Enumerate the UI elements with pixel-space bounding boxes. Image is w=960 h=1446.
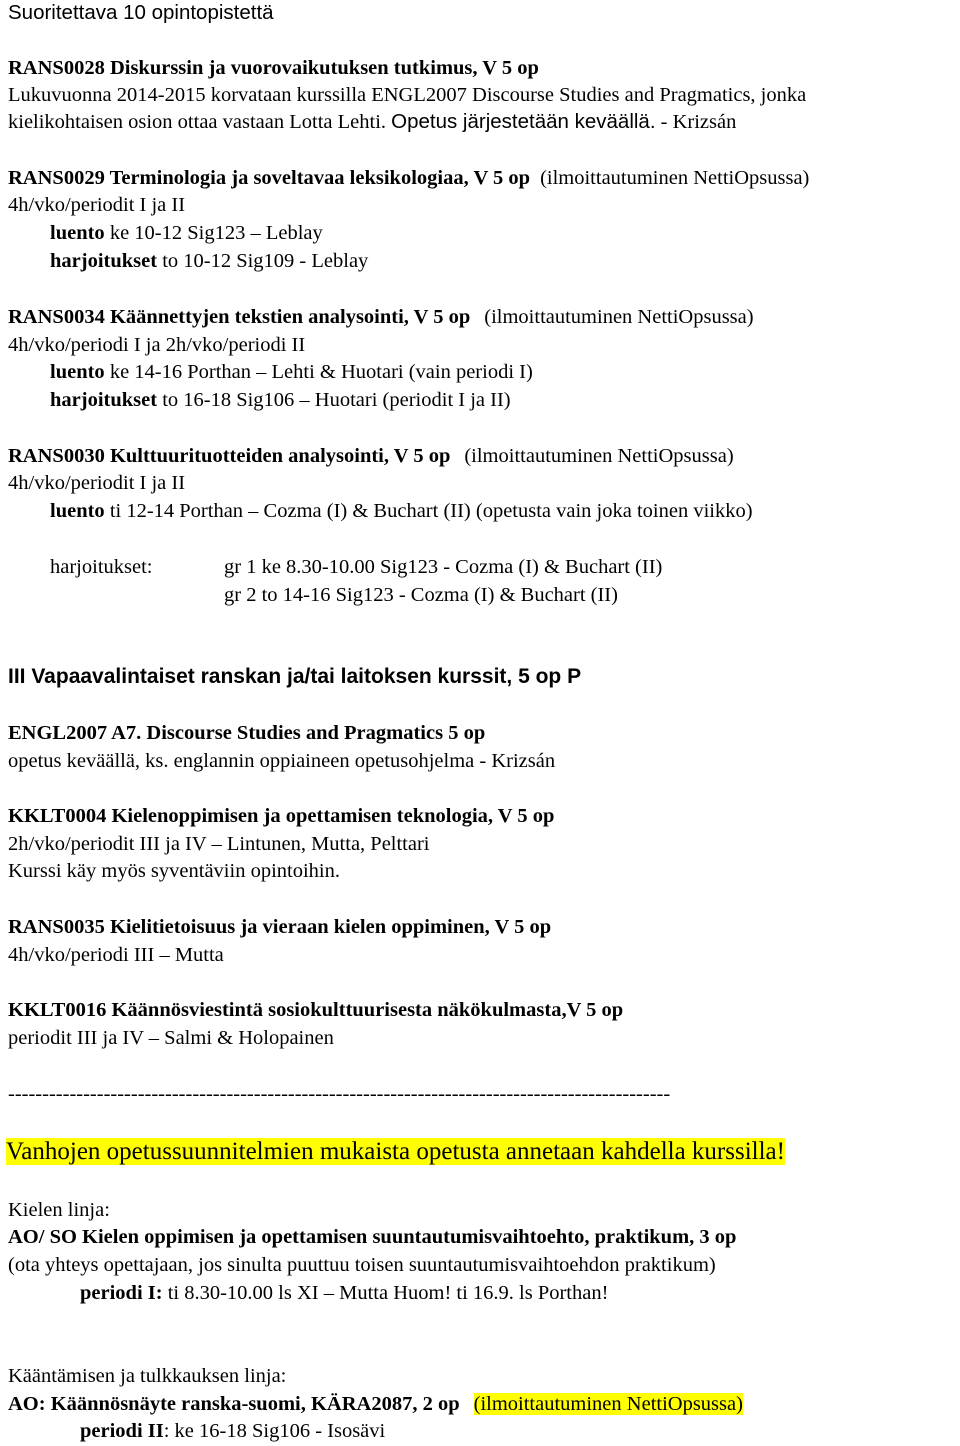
- registration-note: (ilmoittautuminen NettiOpsussa): [464, 445, 734, 467]
- course-heading-rans0029: [8, 165, 809, 191]
- period-label: periodi I:: [80, 1282, 163, 1304]
- section-heading: III Vapaavalintaiset ranskan ja/tai laitoksen kurssit, 5 op P: [8, 665, 582, 688]
- course-hours: 4h/vko/periodi I ja 2h/vko/periodi II: [8, 334, 306, 356]
- course-text: periodit III ja IV – Salmi & Holopainen: [8, 1027, 334, 1049]
- course-heading-rans0030: [8, 443, 734, 469]
- period-label: periodi II: [80, 1420, 164, 1442]
- course-text: Kurssi käy myös syventäviin opintoihin.: [8, 860, 340, 882]
- period-line: [80, 1418, 385, 1444]
- exercise-label: harjoitukset:: [50, 556, 153, 578]
- period-text: ti 8.30-10.00 ls XI – Mutta Huom! ti 16.9. ls Porthan!: [162, 1282, 609, 1304]
- course-hours: 4h/vko/periodit I ja II: [8, 194, 186, 216]
- course-title: RANS0034 Käännettyjen tekstien analysointi, V 5 op: [8, 306, 471, 328]
- registration-note: (ilmoittautuminen NettiOpsussa): [540, 167, 810, 189]
- course-heading-rans0034: [8, 304, 754, 330]
- lecture-label: luento: [50, 222, 105, 244]
- course-title-ao-so: AO/ SO Kielen oppimisen ja opettamisen suuntautumisvaihtoehto, praktikum, 3 op: [8, 1226, 737, 1248]
- lecture-line: [50, 498, 753, 524]
- lecture-line: [50, 220, 323, 246]
- course-text-sans: Opetus järjestetään keväällä.: [391, 110, 656, 133]
- lecture-label: luento: [50, 361, 105, 383]
- course-text-serif: kielikohtaisen osion ottaa vastaan Lotta Lehti.: [8, 111, 392, 133]
- exercise-label: harjoitukset: [50, 389, 158, 411]
- course-title-rans0035: RANS0035 Kielitietoisuus ja vieraan kielen oppiminen, V 5 op: [8, 916, 552, 938]
- lecture-label: luento: [50, 500, 105, 522]
- track-heading: Kääntämisen ja tulkkauksen linja:: [8, 1365, 287, 1387]
- course-text: Lukuvuonna 2014-2015 korvataan kurssilla ENGL2007 Discourse Studies and Pragmatics, jonka: [8, 84, 807, 106]
- course-title-kklt0016: KKLT0016 Käännösviestintä sosiokulttuurisesta näkökulmasta,V 5 op: [8, 999, 624, 1021]
- lecture-text: ke 14-16 Porthan – Lehti & Huotari (vain periodi I): [104, 361, 533, 383]
- course-heading-kara2087: [8, 1391, 743, 1417]
- dashed-divider: -------------------------------------------------------------------------------------------------: [8, 1083, 671, 1105]
- course-title-rans0028: RANS0028 Diskurssin ja vuorovaikutuksen tutkimus, V 5 op: [8, 57, 539, 79]
- lecture-text: ke 10-12 Sig123 – Leblay: [104, 222, 323, 244]
- exercise-text: to 10-12 Sig109 - Leblay: [157, 250, 369, 272]
- period-text: : ke 16-18 Sig106 - Isosävi: [163, 1420, 386, 1442]
- exercise-line: [50, 248, 368, 274]
- lecture-text: ti 12-14 Porthan – Cozma (I) & Buchart (II) (opetusta vain joka toinen viikko): [104, 500, 753, 522]
- course-hours: 4h/vko/periodit I ja II: [8, 472, 186, 494]
- registration-note-highlighted: (ilmoittautuminen NettiOpsussa): [473, 1393, 743, 1415]
- exercise-group-2: gr 2 to 14-16 Sig123 - Cozma (I) & Buchart (II): [224, 584, 618, 606]
- course-text: [8, 109, 736, 135]
- course-title: AO: Käännösnäyte ranska-suomi, KÄRA2087, 2 op: [8, 1393, 460, 1415]
- course-text: opetus keväällä, ks. englannin oppiaineen opetusohjelma - Krizsán: [8, 750, 556, 772]
- notice: [6, 1137, 785, 1167]
- course-text: (ota yhteys opettajaan, jos sinulta puuttuu toisen suuntautumisvaihtoehdon praktikum): [8, 1254, 716, 1276]
- exercise-line: [50, 387, 511, 413]
- exercise-group-1: gr 1 ke 8.30-10.00 Sig123 - Cozma (I) & Buchart (II): [224, 556, 663, 578]
- course-title-kklt0004: KKLT0004 Kielenoppimisen ja opettamisen teknologia, V 5 op: [8, 805, 555, 827]
- exercise-label: harjoitukset: [50, 250, 158, 272]
- registration-note: (ilmoittautuminen NettiOpsussa): [484, 306, 754, 328]
- course-text-tail: - Krizsán: [655, 111, 737, 133]
- lecture-line: [50, 359, 533, 385]
- highlighted-notice: Vanhojen opetussuunnitelmien mukaista opetusta annetaan kahdella kurssilla!: [6, 1138, 785, 1165]
- track-heading: Kielen linja:: [8, 1199, 110, 1221]
- period-line: [80, 1280, 608, 1306]
- exercise-text: to 16-18 Sig106 – Huotari (periodit I ja II): [157, 389, 511, 411]
- course-text: 4h/vko/periodi III – Mutta: [8, 944, 224, 966]
- course-title-engl2007: ENGL2007 A7. Discourse Studies and Pragmatics 5 op: [8, 722, 486, 744]
- course-title: RANS0029 Terminologia ja soveltavaa leksikologiaa, V 5 op: [8, 167, 531, 189]
- course-text: 2h/vko/periodit III ja IV – Lintunen, Mutta, Pelttari: [8, 833, 430, 855]
- page-header: Suoritettava 10 opintopistettä: [8, 1, 274, 24]
- course-title: RANS0030 Kulttuurituotteiden analysointi, V 5 op: [8, 445, 451, 467]
